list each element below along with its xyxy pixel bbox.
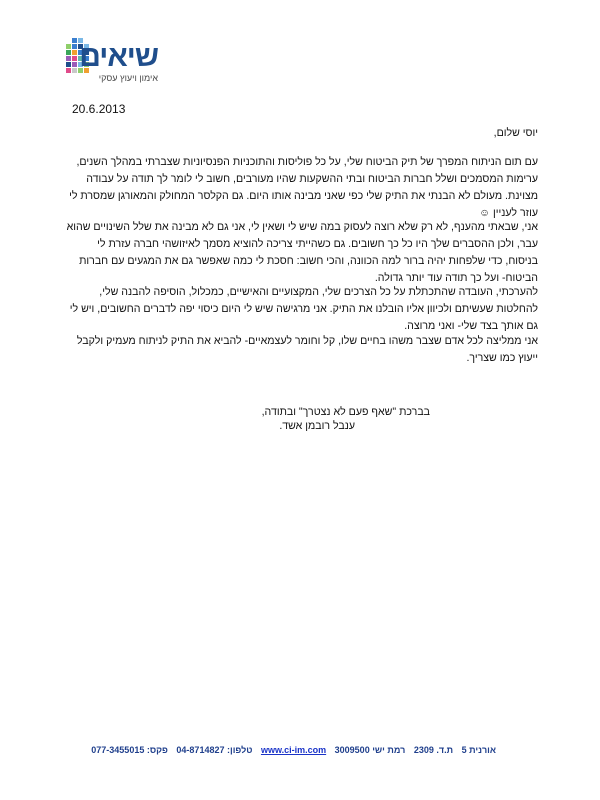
- letter-paragraph-2: [66, 219, 538, 287]
- logo-tile: [72, 62, 77, 67]
- letter-date: 20.6.2013: [72, 102, 126, 116]
- letter-signature: ענבל רובמן אשד.: [279, 420, 355, 432]
- company-logo: [66, 38, 158, 88]
- letterhead-footer: [91, 745, 496, 755]
- letter-paragraph-3: [66, 284, 538, 335]
- footer-fax-label: פקס:: [146, 745, 168, 755]
- paragraph-text: אני ממליצה לכל אדם שצבר משהו בחיים שלו, קל וחומר לעצמאיים- להביא את התיק לניתוח מעמיק ולקבל ייעוץ כמו שצריך.: [76, 335, 538, 364]
- paragraph-text: אני, שבאתי מהענף, לא רק שלא רוצה לעסוק במה שיש לי ושאין לי, אני גם לא מבינה את שלל השינויים שהוא עבר, ולכן ההסברים שלך היו כל כך חשובים. גם כשהייתי צריכה להוציא מסמך לאיזושהי חברה עזרת לי בניסוח, כדי שלפחות יהיה ברור למה הכוונה, והכי חשוב: חסכת לי כמה שאפשר גם את המגעים עם חברות הביטוח- ועל כך תודה עוד יותר גדולה.: [66, 221, 538, 284]
- logo-tile: [66, 44, 71, 49]
- paragraph-text: עם תום הניתוח המפרך של תיק הביטוח שלי, על כל פוליסות והתוכניות הפנסיוניות שצברתי במהלך השנים, ערימות המסמכים ושלל חברות הביטוח ובתי ההשקעות שהיו מעורבים, חשוב לי לומר לך תודה על עבודה מצוינת. מעולם לא הבנתי את התיק שלי כפי שאני מבינה אותו היום. גם הקלסר המחולק והמאורגן שמסרת לי עוזר לעניין ☺: [69, 156, 538, 219]
- footer-phone: 04-8714827: [176, 745, 225, 755]
- logo-wordmark: שיאים: [79, 40, 158, 73]
- letter-closing: בברכת "שאף פעם לא נצטרך" ובתודה,: [261, 406, 430, 418]
- letter-paragraph-1: [66, 154, 538, 222]
- logo-tile: [66, 50, 71, 55]
- logo-tile: [72, 44, 77, 49]
- footer-address: אורנית 5: [461, 745, 496, 755]
- letter-paragraph-4: [66, 333, 538, 367]
- greeting-text: יוסי שלום,: [493, 127, 538, 139]
- letter-greeting: [66, 125, 538, 142]
- logo-tagline: אימון ויעוץ עסקי: [98, 73, 158, 83]
- logo-tile: [66, 68, 71, 73]
- footer-website-link[interactable]: www.ci-im.com: [260, 745, 327, 755]
- logo-tile: [66, 62, 71, 67]
- footer-phone-label: טלפון:: [226, 745, 253, 755]
- footer-fax: 077-3455015: [91, 745, 145, 755]
- logo-tile: [66, 56, 71, 61]
- logo-tile: [72, 68, 77, 73]
- footer-city: רמת ישי 3009500: [334, 745, 406, 755]
- logo-tile: [72, 50, 77, 55]
- footer-po-box: ת.ד. 2309: [413, 745, 454, 755]
- logo-tile: [72, 56, 77, 61]
- paragraph-text: להערכתי, העובדה שהתכתלת על כל הצרכים שלי, המקצועיים והאישיים, כמכלול, הוסיפה להבנה שלי, להחלטות שעשיתם ולכיוון אליו הובלנו את התיק. אני מרגישה שיש לי היום כיסוי יפה לדברים החשובים, ויש לי גם אותך בצד שלי- ואני מרוצה.: [69, 286, 538, 332]
- logo-tile: [72, 38, 77, 43]
